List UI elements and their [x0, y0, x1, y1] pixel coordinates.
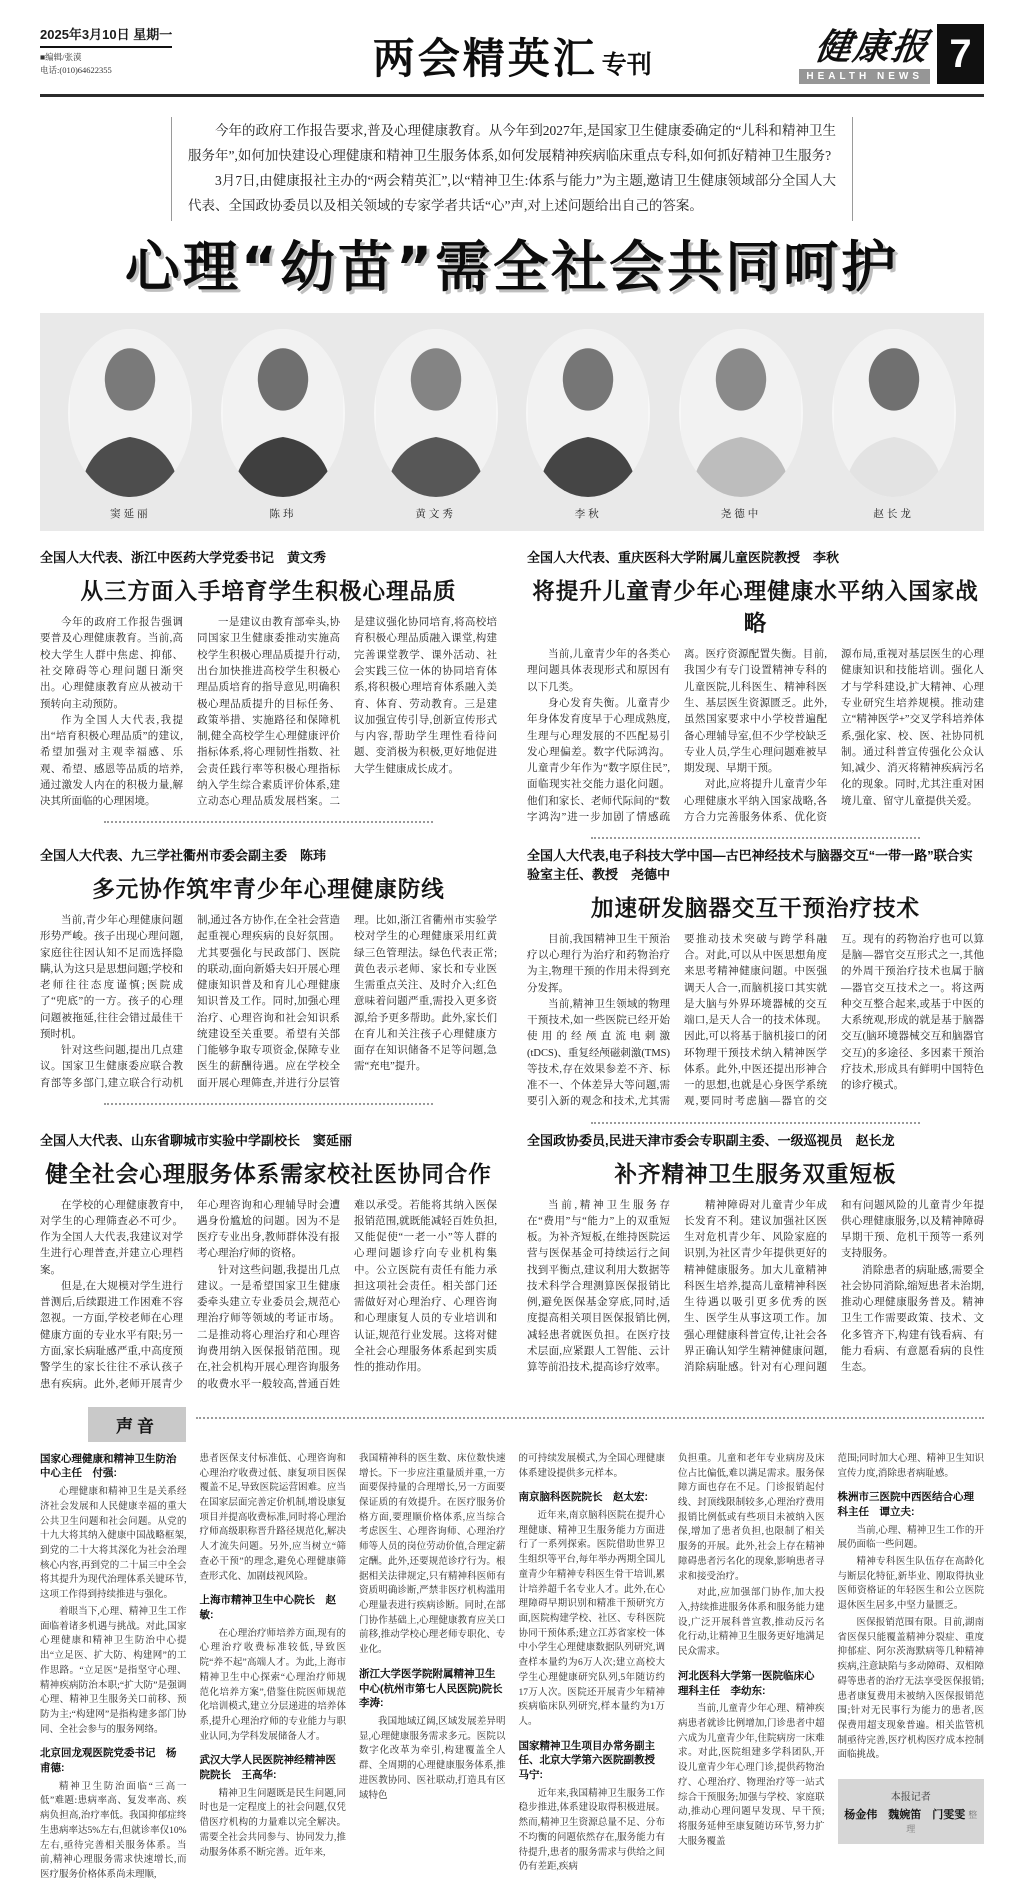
person-silhouette-icon	[832, 329, 956, 497]
voice-paragraph: 心理健康和精神卫生是关系经济社会发展和人民健康幸福的重大公共卫生问题和社会问题。从党的十九大将其纳入健康中国战略框架,到党的二十大将其深化为社会治理核心内容,再到党的二十届三中全会将其提升为现代治理体系关键环节,这项工作得到持续推进与强化。	[40, 1487, 187, 1601]
voice-speaker: 株洲市三医院中西医结合心理科主任 谭立夫:	[837, 1491, 974, 1518]
article-paragraph: 针对这些问题,我提出几点建议。一是希望国家卫生健康委牵头建立专业委员会,规范心理治疗师等领域的考证市场。二是推动将心理治疗和心理咨询费用纳入医保报销范围。现在,社会机构开展心理咨询服务的收费水平一般较高,普通百姓难以承受。若能将其纳入医保报销范围,就既能减轻百姓负担,又能促使“一老一小”等人群的心理问题诊疗向专业机构集中。公立医院有责任有能力承担这项社会责任。相关部门还需做好对心理治疗、心理咨询和心理康复人员的专业培训和认证,规范行业发展。这将对健全社会心理服务体系起到实质性的推动作用。	[197, 1199, 497, 1390]
voice-paragraph: 着眼当下,心理、精神卫生工作面临着诸多机遇与挑战。对此,国家心理健康和精神卫生防治中心提出“立足医、扩大防、构建网”的工作思路。“立足医”是指坚守心理、精神疾病防治本职;“扩大防”是强调心理、精神卫生服务关口前移、预防为主;“构建网”是指构建多部门协同、全社会参与的服务网络。	[40, 1606, 187, 1735]
article-paragraph: 精神障碍对儿童青少年成长发育不利。建议加强社区医生对危机青少年、风险家庭的识别,为社区青少年提供更好的精神健康服务。加大儿童精神科医生培养,提高儿童精神科医生待遇以吸引更多优秀的医生、医学生从事这项工作。加强心理健康科普宣传,让社会各界正确认知学生精神健康问题,消除病耻感。针对有心理问题和有问题风险的儿童青少年提供心理健康服务,以及精神障碍早期干预、危机干预等一系列支持服务。	[684, 1199, 984, 1374]
article-paragraph: 当前,青少年心理健康问题形势严峻。孩子出现心理问题,家庭往往因认知不足而选择隐瞒,认为这只是思想问题;学校和老师往往态度谨慎;医院成了“兜底”的一方。孩子的心理问题被拖延,往往会错过最佳干预时机。	[40, 914, 183, 1040]
portrait	[819, 329, 969, 521]
page-number: 7	[937, 24, 984, 84]
editor-credit: ■编辑/张漠	[40, 52, 82, 62]
portrait	[361, 329, 511, 521]
reporter-names-text: 杨金伟 魏婉笛 门雯雯	[844, 1809, 966, 1822]
reporter-names	[842, 1806, 981, 1835]
portrait-photo	[68, 329, 192, 497]
voices-columns	[40, 1452, 984, 1885]
portrait	[55, 329, 205, 521]
person-silhouette-icon	[679, 329, 803, 497]
portrait-photo	[374, 329, 498, 497]
person-silhouette-icon	[526, 329, 650, 497]
portrait-name: 尧德中	[720, 509, 762, 521]
paper-name-english: HEALTH NEWS	[799, 69, 930, 84]
voices-column-2	[200, 1452, 347, 1885]
article-kicker: 全国人大代表、九三学社衢州市委会副主委 陈玮	[40, 848, 327, 864]
article-body	[527, 932, 984, 1111]
article-paragraph: 对此,应将提升儿童青少年心理健康水平纳入国家战略,各方合力完善服务体系、优化资源布局,重视对基层医生的心理健康知识和技能培训。强化人才与学科建设,扩大精神、心理专业研究生培养规模。推动建立“精神医学+”交叉学科培养体系,强化家、校、医、社协同机制。通过科普宣传强化公众认知,减少、消灭将精神疾病污名化的现象。同时,尤其注重对困境儿童、留守儿童提供关爱。	[684, 649, 984, 823]
edition-suffix: 专刊	[601, 50, 652, 79]
article-liqiu	[527, 549, 984, 841]
person-silhouette-icon	[68, 329, 192, 497]
portrait-name: 陈玮	[269, 509, 297, 521]
article-title: 健全社会心理服务体系需家校社医协同合作	[45, 1161, 492, 1188]
portrait-name: 李秋	[574, 509, 602, 521]
article-title: 将提升儿童青少年心理健康水平纳入国家战略	[532, 579, 979, 638]
article-paragraph: 当前,儿童青少年的各类心理问题具体表现形式和原因有以下几类。	[527, 649, 670, 693]
voices-label: 声音	[88, 1407, 186, 1442]
voice-paragraph: 在心理治疗师培养方面,现有的心理治疗收费标准较低,导致医院“养不起”高端人才。为此,上海市精神卫生中心探索“心理治疗师规范化培养方案”,借鉴住院医师规范化培训模式,建立分层递进的培养体系,提升心理治疗师的专业能力与职业认同,为学科发展储备人才。	[199, 1628, 346, 1742]
article-body	[527, 647, 984, 826]
article-chenwei	[40, 847, 497, 1126]
portrait-photo	[526, 329, 650, 497]
article-body	[40, 615, 497, 810]
voice-speaker: 南京脑科医院院长 赵太宏:	[518, 1491, 648, 1504]
voice-paragraph: 范围;同时加大心理、精神卫生知识宣传力度,消除患者病耻感。	[837, 1453, 984, 1479]
voice-speaker: 河北医科大学第一医院临床心理科主任 李幼东:	[678, 1669, 815, 1697]
main-headline: 心理“幼苗”需全社会共同呵护	[124, 234, 900, 299]
article-kicker: 全国政协委员,民进天津市委会专职副主委、一级巡视员 赵长龙	[527, 1132, 895, 1148]
person-silhouette-icon	[221, 329, 345, 497]
edition-banner	[225, 24, 799, 86]
person-silhouette-icon	[374, 329, 498, 497]
voice-paragraph: 精神卫生问题既是民生问题,同时也是一定程度上的社会问题,仅凭借医疗机构的力量难以完全解决。需要全社会共同参与、协同发力,推动服务体系不断完善。近年来,	[199, 1788, 346, 1858]
voice-speaker: 上海市精神卫生中心院长 赵敏:	[199, 1594, 336, 1621]
voices-column-6	[838, 1452, 985, 1885]
voice-paragraph: 患者医保支付标准低、心理咨询和心理治疗收费过低、康复项目医保覆盖不足,导致医院运营困难。应当在国家层面完善定价机制,增设康复项目并提高收费标准,同时将心理治疗师高级职称晋升路径规范化,解决人才流失问题。另外,应当树立“筛查必干预”的理念,避免心理健康筛查形式化、加剧歧视风险。	[199, 1453, 346, 1582]
portrait-name: 赵长龙	[873, 509, 914, 521]
voice-speaker: 武汉大学人民医院神经精神医院院长 王高华:	[199, 1754, 336, 1782]
portrait-photo	[832, 329, 956, 497]
voice-speaker: 北京回龙观医院党委书记 杨甫德:	[40, 1747, 177, 1775]
article-paragraph: 在学校的心理健康教育中,对学生的心理筛查必不可少。作为全国人大代表,我建议对学生进行心理普查,并建立心理档案。	[40, 1199, 183, 1276]
article-body	[527, 1198, 984, 1377]
portrait	[666, 329, 816, 521]
voice-paragraph: 当前,心理、精神卫生工作的开展仍面临一些问题。	[837, 1525, 984, 1551]
voice-paragraph: 精神卫生防治面临“三高一低”难题:患病率高、复发率高、疾病负担高,治疗率低。我国抑郁症终生患病率达5%左右,但就诊率仅10%左右,亟待完善相关服务体系。当前,精神心理服务需求快速增长,而医疗服务价格体系尚未理顺,	[40, 1781, 187, 1881]
article-paragraph: 身心发育失衡。儿童青少年身体发育度早于心理成熟度,生理与心理发展的不匹配易引发心理偏差。数字代际鸿沟。儿童青少年作为“数字原住民”,面临现实社交能力退化问题。他们和家长、老师代际间的“数字鸿沟”进一步加剧了情感疏离。医疗资源配置失衡。目前,我国少有专门设置精神专科的儿童医院,儿科医生、精神科医生、基层医生资源匮乏。此外,虽然国家要求中小学校普遍配备心理辅导室,但不少学校缺乏专业人员,学生心理问题难被早期发现、早期干预。	[527, 649, 827, 823]
voices-column-5	[678, 1452, 825, 1885]
voice-paragraph: 的可持续发展模式,为全国心理健康体系建设提供多元样本。	[518, 1453, 665, 1479]
article-paragraph: 当前,精神卫生服务存在“费用”与“能力”上的双重短板。为补齐短板,在维持医院运营与医保基金可持续运行之间找到平衡点,建议利用大数据等技术科学合理测算医保报销比例,避免医保基金穿底,同时,适度提高相关项目医保报销比例,减轻患者就医负担。在医疗技术层面,应紧跟人工智能、云计算等前沿技术,提高诊疗效率。	[527, 1199, 670, 1374]
voice-speaker: 国家心理健康和精神卫生防治中心主任 付强:	[40, 1452, 177, 1480]
article-paragraph: 作为全国人大代表,我提出“培育积极心理品质”的建议,希望加强对主观幸福感、乐观、希望、感恩等品质的培养,通过激发人内在的积极力量,解决其所面临的心理困境。	[40, 714, 183, 808]
article-huangwenxiu	[40, 549, 497, 841]
article-kicker: 全国人大代表、重庆医科大学附属儿童医院教授 李秋	[527, 550, 840, 566]
article-paragraph: 目前,我国精神卫生干预治疗以心理行为治疗和药物治疗为主,物理干预的作用未得到充分发挥。	[527, 933, 670, 994]
article-kicker: 全国人大代表、浙江中医药大学党委书记 黄文秀	[40, 550, 327, 566]
article-body	[40, 913, 497, 1092]
article-paragraph: 但是,在大规模对学生进行普测后,后续跟进工作困难不容忽视。一方面,学校老师在心理健康方面的专业水平有限;另一方面,家长病耻感严重,中高度预警学生的家长往往不承认孩子患有疾病。此外,老师开展青少年心理咨询和心理辅导时会遭遇身份尴尬的问题。因为不是医疗专业出身,教师群体没有报考心理治疗师的资格。	[40, 1199, 340, 1390]
portrait	[513, 329, 663, 521]
intro-paragraph: 今年的政府工作报告要求,普及心理健康教育。从今年到2027年,是国家卫生健康委确定的“儿科和精神卫生服务年”,如何加快建设心理健康和精神卫生服务体系,如何发展精神疾病临床重点专科,如何抓好精神卫生服务?	[188, 123, 836, 163]
article-kicker: 全国人大代表,电子科技大学中国—古巴神经技术与脑器交互“一带一路”联合实验室主任、教授 尧德中	[527, 848, 973, 882]
voice-speaker: 国家精神卫生项目办常务副主任、北京大学第六医院副教授 马宁:	[518, 1739, 666, 1782]
voice-paragraph: 我国精神科的医生数、床位数快速增长。下一步应注重量质并重,一方面要保持量的合理增长,另一方面要保证质的有效提升。在医疗服务价格方面,要理顺价格体系,应当综合考虑医生、心理咨询师、心理治疗师等人员的岗位劳动价值,合理定薪定酬。此外,还要规范诊疗行为。根据相关法律规定,只有精神科医师有资质明确诊断,严禁非医疗机构滥用心理量表进行疾病诊断。同时,在部门协作基础上,心理健康教育应关口前移,推动学校心理老师专职化、专业化。	[359, 1453, 506, 1656]
article-paragraph: 一是建议由教育部牵头,协同国家卫生健康委推动实施高校学生积极心理品质提升行动,出台加快推进高校学生积极心理品质培育的指导意见,明确积极心理品质提升的目标任务、政策举措、实施路径和保障机制,健全高校学生心理健康评价指标体系,将心理韧性指数、社会责任践行率等积极心理指标纳入学生综合素质评价体系,建立动态心理品质发展档案。二是建议强化协同培育,将高校培育积极心理品质融入课堂,构建完善课堂教学、课外活动、社会实践三位一体的协同培育体系,将积极心理培育体系融入美育、体育、劳动教育。三是建议加强宣传引导,创新宣传形式与内容,帮助学生理性看待问题、变消极为积极,更好地促进大学生健康成长成才。	[197, 617, 497, 808]
voice-speaker: 浙江大学医学院附属精神卫生中心(杭州市第七人民医院)院长 李涛:	[359, 1667, 513, 1710]
article-zhaochanglong	[527, 1132, 984, 1395]
issue-date: 2025年3月10日 星期一	[40, 24, 172, 48]
article-paragraph: 今年的政府工作报告强调要普及心理健康教育。当前,高校大学生人群中焦虑、抑郁、社交障碍等心理问题日渐突出。心理健康教育应从被动干预转向主动预防。	[40, 617, 183, 710]
reporter-credit-suffix: 整理	[906, 1810, 978, 1835]
article-douyanli	[40, 1132, 497, 1395]
masthead-left	[40, 24, 225, 77]
masthead-right	[799, 24, 984, 84]
voices-column-1	[40, 1452, 187, 1885]
article-paragraph: 针对这些问题,提出几点建议。国家卫生健康委应联合教育部等多部门,建立联合行动机制,通过各方协作,在全社会营造起重视心理疾病的良好氛围。尤其要强化与民政部门、医院的联动,面向新婚夫妇开展心理健康知识普及和育儿心理健康知识普及工作。同时,加强心理治疗、心理咨询和社会知识系统建设至关重要。希望有关部门能够争取专项资金,保障专业医生的薪酬待遇。应在学校全面开展心理筛查,并进行分层管理。比如,浙江省衢州市实验学校对学生的心理健康采用红黄绿三色管理法。绿色代表正常;黄色表示老师、家长和专业医生需重点关注、及时介入;红色意味着问题严重,需投入更多资源,给予更多帮助。此外,家长们在育儿和关注孩子心理健康方面存在知识储备不足等问题,急需“充电”提升。	[40, 914, 497, 1089]
phone-number: 电话:(010)64622355	[40, 64, 112, 75]
article-kicker: 全国人大代表、山东省聊城市实验中学副校长 窦延丽	[40, 1132, 353, 1148]
voice-paragraph: 精神专科医生队伍存在高龄化与断层化特征,新毕业、刚取得执业医师资格证的年轻医生和公立医院退休医生居多,中坚力量匮乏。	[837, 1557, 984, 1612]
article-paragraph: 消除患者的病耻感,需要全社会协同消除,缩短患者未治期,推动心理健康服务普及。精神卫生工作需要政策、技术、文化多管齐下,构建有钱看病、有能力看病、有意愿看病的良性生态。	[841, 1264, 984, 1374]
article-title: 多元协作筑牢青少年心理健康防线	[92, 876, 445, 903]
paper-logo	[799, 26, 933, 84]
article-body	[40, 1198, 497, 1393]
article-title: 加速研发脑器交互干预治疗技术	[590, 895, 920, 922]
voices-divider	[196, 1417, 984, 1419]
voices-header	[40, 1407, 984, 1442]
articles-grid	[40, 549, 984, 1394]
article-title: 从三方面入手培育学生积极心理品质	[80, 579, 457, 606]
masthead	[40, 24, 984, 86]
portrait-name: 黄文秀	[415, 509, 456, 521]
portrait-photo	[679, 329, 803, 497]
voice-paragraph: 近年来,南京脑科医院在提升心理健康、精神卫生服务能力方面进行了一系列探索。医院借助世界卫生组织等平台,每年举办两期全国儿童青少年精神专科医生骨干培训,累计培养超千名专业人才。此外,在心理障碍早期识别和精准干预研究方面,医院构建学校、社区、专科医院协同干预体系;建立江苏省家校一体中小学生心理健康数据队列研究,调查样本量约为6万人次;建立高校大学生心理健康研究队列,5年随访约17万人次。医院还开展青少年精神疾病临床队列研究,样本量约为1万人。	[518, 1510, 665, 1727]
portrait-name: 窦延丽	[110, 509, 151, 521]
reporter-credit-title: 本报记者	[890, 1792, 931, 1804]
intro-block	[171, 117, 853, 221]
reporter-credit-box	[838, 1779, 985, 1844]
voice-paragraph: 负担重。儿童和老年专业病房及床位占比偏低,难以满足需求。服务保障方面也存在不足。门诊报销起付线、封顶线限制较多,心理治疗费用报销比例低或有些项目未被纳入医保,增加了患者负担,也限制了相关服务的开展。此外,社会上存在精神障碍患者污名化的现象,影响患者寻求和接受治疗。	[678, 1453, 825, 1582]
portrait-photo	[221, 329, 345, 497]
edition-title: 两会精英汇	[372, 34, 598, 83]
masthead-rule	[40, 94, 984, 97]
paper-name: 健康报	[813, 26, 933, 68]
voices-column-4	[519, 1452, 666, 1885]
voice-paragraph: 医保报销范围有限。目前,湖南省医保只能覆盖精神分裂症、重度抑郁症、阿尔茨海默病等几种精神疾病,注意缺陷与多动障碍、双相障碍等患者的治疗无法享受医保报销;患者康复费用未被纳入医保报销范围;针对无民事行为能力的患者,医保费用超支现象普遍。相关监管机制亟待完善,医疗机构医疗成本控制面临挑战。	[837, 1617, 984, 1761]
voice-paragraph: 我国地域辽阔,区域发展差异明显,心理健康服务需求多元。医院以数字化改革为牵引,构建覆盖全人群、全周期的心理健康服务体系,推进医教协同、医社联动,打造具有区域特色	[359, 1716, 506, 1801]
voice-paragraph: 近年来,我国精神卫生服务工作稳步推进,体系建设取得积极进展。然而,精神卫生资源总量不足、分布不均衡的问题依然存在,服务能力有待提升,患者的服务需求与供给之间仍有差距,疾病	[518, 1788, 665, 1873]
portrait-strip	[40, 313, 984, 531]
intro-paragraph: 3月7日,由健康报社主办的“两会精英汇”,以“精神卫生:体系与能力”为主题,邀请卫生健康领域部分全国人大代表、全国政协委员以及相关领域的专家学者共话“心”声,对上述问题给出自己的答案。	[188, 172, 836, 213]
voice-paragraph: 当前,儿童青少年心理、精神疾病患者就诊比例增加,门诊患者中超六成为儿童青少年,住院病房一床难求。对此,医院组建多学科团队,开设儿童青少年心理门诊,提供药物治疗、心理治疗、物理治疗等一站式综合干预服务;加强与学校、家庭联动,推动心理问题早发现、早干预;将服务延伸至康复随访环节,努力扩大服务覆盖	[678, 1704, 825, 1847]
portrait	[208, 329, 358, 521]
voice-paragraph: 对此,应加强部门协作,加大投入,持续推进服务体系和服务能力建设,广泛开展科普宣教,推动反污名化行动,让精神卫生服务更好地满足民众需求。	[678, 1588, 825, 1658]
article-yaodezhong	[527, 847, 984, 1126]
voices-column-3	[359, 1452, 513, 1885]
article-title: 补齐精神卫生服务双重短板	[614, 1161, 897, 1188]
article-paragraph: 当前,精神卫生领域的物理干预技术,如一些医院已经开始使用的经颅直流电刺激(tDCS)、重复经颅磁刺激(TMS)等技术,存在效果参差不齐、标准不一、个体差异大等问题,需要引入新的观念和技术,尤其需要推动技术突破与跨学科融合。对此,可以从中医思想角度来思考精神健康问题。中医强调天人合一,而脑机接口其实就是大脑与外界环境器械的交互端口,是天人合一的技术体现。因此,可以将基于脑机接口的闭环物理干预技术纳入精神医学体系。此外,中医还提出形神合一的思想,也就是心身医学系统观,要同时考虑脑—器官的交互。现有的药物治疗也可以算是脑—器官交互形式之一,其他的外周干预治疗技术也属于脑—器官交互技术之一。将这两种交互整合起来,或基于中医的大系统观,形成的就是基于脑器交互(脑环境器械交互和脑器官交互)的多途径、多因素干预治疗技术,形成具有鲜明中国特色的诊疗模式。	[527, 933, 984, 1108]
